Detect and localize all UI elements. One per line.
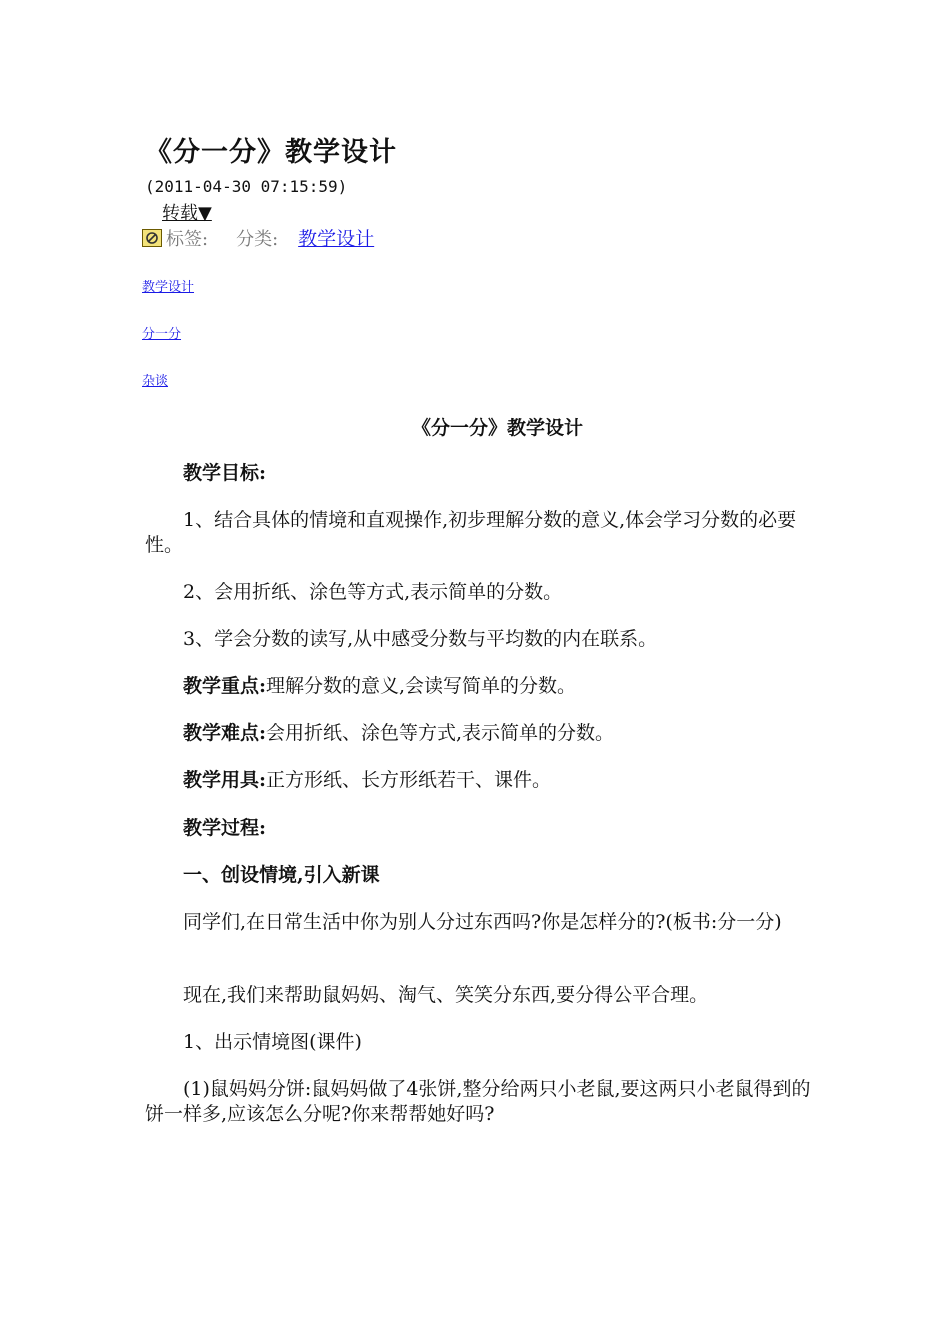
article-title: 《分一分》教学设计 — [411, 417, 583, 439]
difficulty-text: 会用折纸、涂色等方式,表示简单的分数。 — [266, 722, 615, 744]
tools-label: 教学用具: — [183, 769, 267, 791]
tag-link-fenyifen[interactable]: 分一分 — [142, 327, 182, 342]
key-point-label: 教学重点: — [183, 675, 267, 697]
paragraph-2: 现在,我们来帮助鼠妈妈、淘气、笑笑分东西,要分得公平合理。 — [183, 984, 709, 1006]
section-1-heading: 一、创设情境,引入新课 — [183, 864, 380, 886]
key-point-text: 理解分数的意义,会读写简单的分数。 — [266, 675, 577, 697]
tag-row — [142, 224, 374, 251]
tag-link-zatan[interactable]: 杂谈 — [142, 374, 169, 389]
difficulty-label: 教学难点: — [183, 722, 267, 744]
tag-icon — [142, 229, 162, 247]
category-label: 分类: — [236, 228, 279, 250]
difficulty-point — [145, 721, 813, 746]
goals-heading: 教学目标: — [183, 462, 267, 484]
paragraph-3: 1、出示情境图(课件) — [183, 1031, 362, 1053]
paragraph-4: (1)鼠妈妈分饼:鼠妈妈做了4张饼,整分给两只小老鼠,要这两只小老鼠得到的饼一样多,应该怎么分呢?你来帮帮她好吗? — [145, 1078, 811, 1125]
post-date: (2011-04-30 07:15:59) — [145, 177, 348, 196]
goal-1: 1、结合具体的情境和直观操作,初步理解分数的意义,体会学习分数的必要性。 — [145, 509, 797, 556]
repost-button[interactable]: 转载▼ — [162, 203, 212, 224]
tools-text: 正方形纸、长方形纸若干、课件。 — [266, 769, 552, 791]
goal-2: 2、会用折纸、涂色等方式,表示简单的分数。 — [183, 581, 563, 603]
page-title: 《分一分》教学设计 — [145, 137, 397, 168]
teaching-tools — [145, 768, 813, 793]
category-link[interactable]: 教学设计 — [298, 228, 375, 250]
paragraph-1: 同学们,在日常生活中你为别人分过东西吗?你是怎样分的?(板书:分一分) — [183, 911, 782, 933]
process-heading: 教学过程: — [183, 817, 267, 839]
key-point — [145, 674, 813, 699]
tag-link-jiaoxuesheji[interactable]: 教学设计 — [142, 280, 195, 295]
tags-label: 标签: — [166, 228, 209, 250]
goal-3: 3、学会分数的读写,从中感受分数与平均数的内在联系。 — [183, 628, 658, 650]
